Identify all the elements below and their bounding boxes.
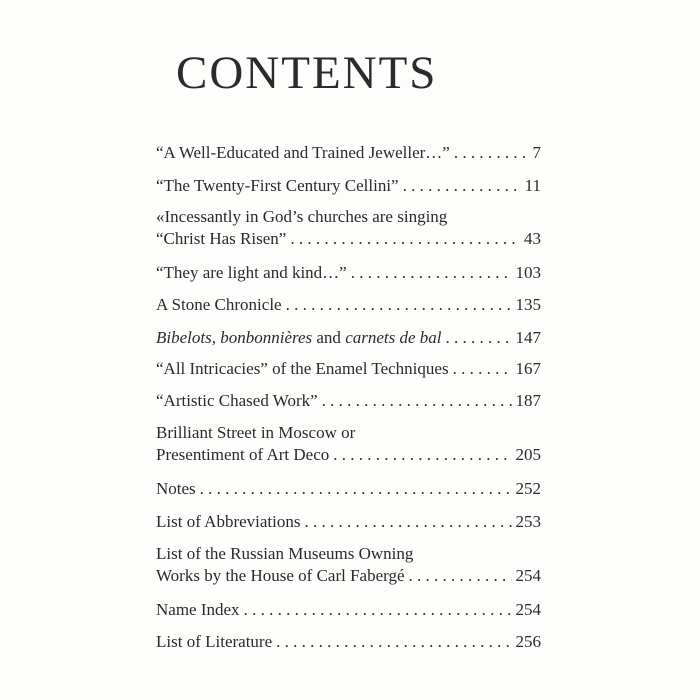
toc-entry-title: Presentiment of Art Deco bbox=[156, 445, 330, 464]
dot-leader bbox=[453, 358, 512, 380]
toc-entry-line bbox=[156, 327, 541, 349]
toc-entry bbox=[156, 175, 541, 197]
toc-entry-line bbox=[156, 358, 541, 380]
italic-term: Bibelots, bonbonnières bbox=[156, 328, 313, 347]
toc-entry-line bbox=[156, 478, 541, 500]
toc-page-number: 187 bbox=[515, 391, 541, 410]
toc-entry bbox=[156, 511, 541, 533]
toc-entry bbox=[156, 422, 541, 466]
dot-leader bbox=[304, 511, 511, 533]
toc-entry-title: Works by the House of Carl Fabergé bbox=[156, 566, 405, 585]
dot-leader bbox=[351, 262, 512, 284]
toc-page-number: 147 bbox=[515, 328, 541, 347]
page-title: CONTENTS bbox=[176, 47, 438, 99]
toc-entry-line bbox=[156, 390, 541, 412]
toc-entry bbox=[156, 358, 541, 380]
toc-entry-title: «Incessantly in God’s churches are singing bbox=[156, 207, 448, 226]
toc-page-number: 205 bbox=[515, 445, 541, 464]
toc-entry bbox=[156, 262, 541, 284]
toc-entry-title: List of Literature bbox=[156, 632, 273, 651]
toc-entry bbox=[156, 206, 541, 250]
toc-entry-title: “Christ Has Risen” bbox=[156, 229, 287, 248]
dot-leader bbox=[409, 565, 512, 587]
toc-entry-line bbox=[156, 294, 541, 316]
dot-leader bbox=[244, 599, 512, 621]
toc-entry-title: “All Intricacies” of the Enamel Techniques bbox=[156, 359, 449, 378]
toc-entry-line bbox=[156, 444, 541, 466]
dot-leader bbox=[276, 631, 511, 653]
dot-leader bbox=[454, 142, 529, 164]
toc-entry bbox=[156, 631, 541, 653]
toc-entry-title: Brilliant Street in Moscow or bbox=[156, 423, 356, 442]
toc-entry-line bbox=[156, 631, 541, 653]
toc-entry bbox=[156, 478, 541, 500]
toc-page-number: 7 bbox=[532, 143, 541, 162]
dot-leader bbox=[446, 327, 512, 349]
toc-entry-title: List of Abbreviations bbox=[156, 512, 301, 531]
toc-page-number: 135 bbox=[515, 295, 541, 314]
dot-leader bbox=[200, 478, 512, 500]
toc-entry-line bbox=[156, 599, 541, 621]
toc-page-number: 254 bbox=[515, 566, 541, 585]
dot-leader bbox=[286, 294, 512, 316]
toc-entry-title: Name Index bbox=[156, 600, 240, 619]
toc-entry-title: “A Well-Educated and Trained Jeweller…” bbox=[156, 143, 450, 162]
toc-entry bbox=[156, 390, 541, 412]
dot-leader bbox=[333, 444, 511, 466]
toc-entry-title: Bibelots, bonbonnières and carnets de bal bbox=[156, 328, 442, 347]
toc-entry-title: “The Twenty-First Century Cellini” bbox=[156, 176, 399, 195]
toc-entry-line bbox=[156, 175, 541, 197]
toc-entry-line bbox=[156, 511, 541, 533]
italic-term: carnets de bal bbox=[345, 328, 442, 347]
toc-page-number: 43 bbox=[524, 229, 541, 248]
toc-entry-line bbox=[156, 142, 541, 164]
toc-entry bbox=[156, 294, 541, 316]
toc-entry-title: A Stone Chronicle bbox=[156, 295, 282, 314]
toc-entry-line bbox=[156, 262, 541, 284]
dot-leader bbox=[322, 390, 512, 412]
toc-page-number: 252 bbox=[515, 479, 541, 498]
toc-entry bbox=[156, 327, 541, 349]
toc-page-number: 11 bbox=[524, 176, 541, 195]
toc-entry bbox=[156, 142, 541, 164]
toc-entry-title: “They are light and kind…” bbox=[156, 263, 347, 282]
toc-entry bbox=[156, 599, 541, 621]
toc-page-number: 103 bbox=[515, 263, 541, 282]
toc-entry-line bbox=[156, 543, 541, 565]
toc-entry-line bbox=[156, 565, 541, 587]
toc-entry-title: Notes bbox=[156, 479, 196, 498]
toc-entry bbox=[156, 543, 541, 587]
dot-leader bbox=[290, 228, 520, 250]
toc-page-number: 253 bbox=[515, 512, 541, 531]
toc-entry-title: “Artistic Chased Work” bbox=[156, 391, 318, 410]
toc-entry-line bbox=[156, 206, 541, 228]
toc-page-number: 256 bbox=[515, 632, 541, 651]
toc-page-number: 167 bbox=[515, 359, 541, 378]
toc-entry-line bbox=[156, 422, 541, 444]
toc-entry-line bbox=[156, 228, 541, 250]
toc-page-number: 254 bbox=[515, 600, 541, 619]
toc-entry-title: List of the Russian Museums Owning bbox=[156, 544, 414, 563]
dot-leader bbox=[403, 175, 521, 197]
